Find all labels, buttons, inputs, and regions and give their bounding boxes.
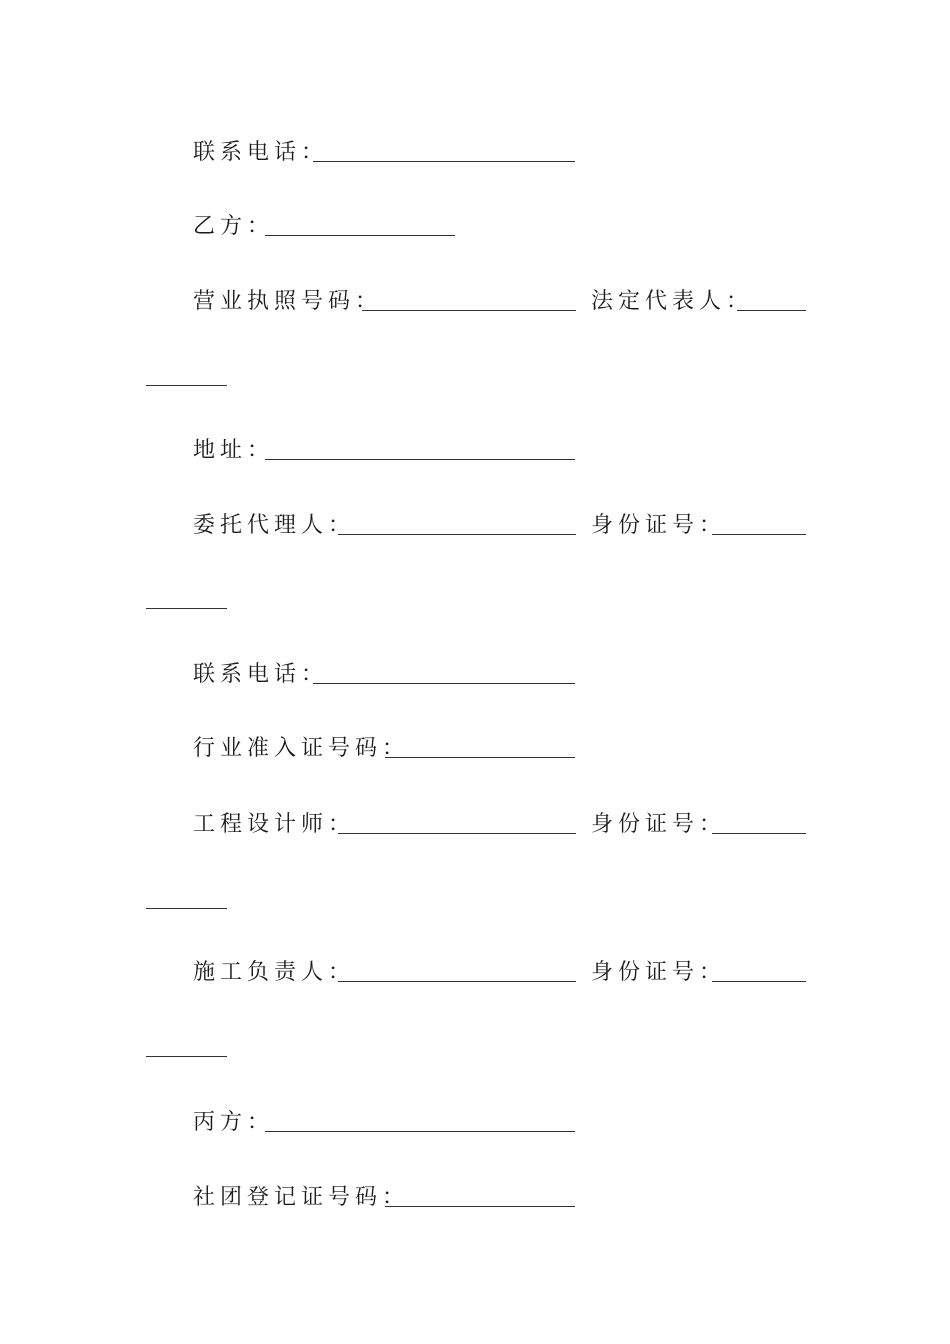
yi-engineer-blank[interactable] — [338, 833, 576, 834]
bing-label: 丙方： — [193, 1110, 275, 1135]
yi-address-row — [0, 436, 950, 466]
bing-society-reg-label: 社团登记证号码： — [193, 1185, 410, 1210]
yi-engineer-id-blank[interactable] — [712, 833, 806, 834]
yi-engineer-row — [0, 810, 950, 840]
yi-construction-lead-row — [0, 958, 950, 988]
yi-license-label: 营业执照号码： — [193, 289, 383, 314]
jia-phone-label: 联系电话： — [193, 140, 329, 165]
yi-agent-id-blank-cont[interactable] — [146, 608, 227, 609]
yi-construction-lead-label: 施工负责人： — [193, 960, 356, 985]
yi-industry-cert-label: 行业准入证号码： — [193, 736, 410, 761]
yi-agent-id-label: 身份证号： — [591, 513, 727, 538]
yi-industry-cert-blank[interactable] — [385, 757, 575, 758]
yi-label: 乙方： — [193, 214, 275, 239]
yi-agent-label: 委托代理人： — [193, 513, 356, 538]
bing-society-reg-row — [0, 1183, 950, 1213]
yi-legal-rep-blank-cont[interactable] — [146, 385, 227, 386]
yi-address-label: 地址： — [193, 438, 275, 463]
yi-agent-row — [0, 511, 950, 541]
yi-phone-blank[interactable] — [313, 683, 575, 684]
bing-row — [0, 1108, 950, 1138]
jia-phone-blank[interactable] — [313, 161, 575, 162]
yi-legal-rep-label: 法定代表人： — [591, 289, 754, 314]
yi-construction-lead-id-blank-cont[interactable] — [146, 1056, 227, 1057]
yi-row — [0, 212, 950, 242]
bing-blank[interactable] — [265, 1131, 575, 1132]
yi-construction-lead-blank[interactable] — [338, 981, 576, 982]
yi-license-row — [0, 287, 950, 317]
yi-construction-lead-id-blank[interactable] — [712, 981, 806, 982]
yi-legal-rep-blank[interactable] — [737, 310, 806, 311]
jia-phone-row — [0, 138, 950, 168]
yi-address-blank[interactable] — [265, 459, 575, 460]
yi-industry-cert-row — [0, 734, 950, 764]
yi-engineer-label: 工程设计师： — [193, 812, 356, 837]
yi-agent-blank[interactable] — [338, 534, 576, 535]
bing-society-reg-blank[interactable] — [385, 1206, 575, 1207]
yi-engineer-id-label: 身份证号： — [591, 812, 727, 837]
yi-license-blank[interactable] — [362, 310, 576, 311]
yi-phone-label: 联系电话： — [193, 662, 329, 687]
yi-construction-lead-id-label: 身份证号： — [591, 960, 727, 985]
yi-agent-id-blank[interactable] — [712, 534, 806, 535]
yi-phone-row — [0, 660, 950, 690]
yi-blank[interactable] — [265, 235, 455, 236]
yi-engineer-id-blank-cont[interactable] — [146, 908, 227, 909]
